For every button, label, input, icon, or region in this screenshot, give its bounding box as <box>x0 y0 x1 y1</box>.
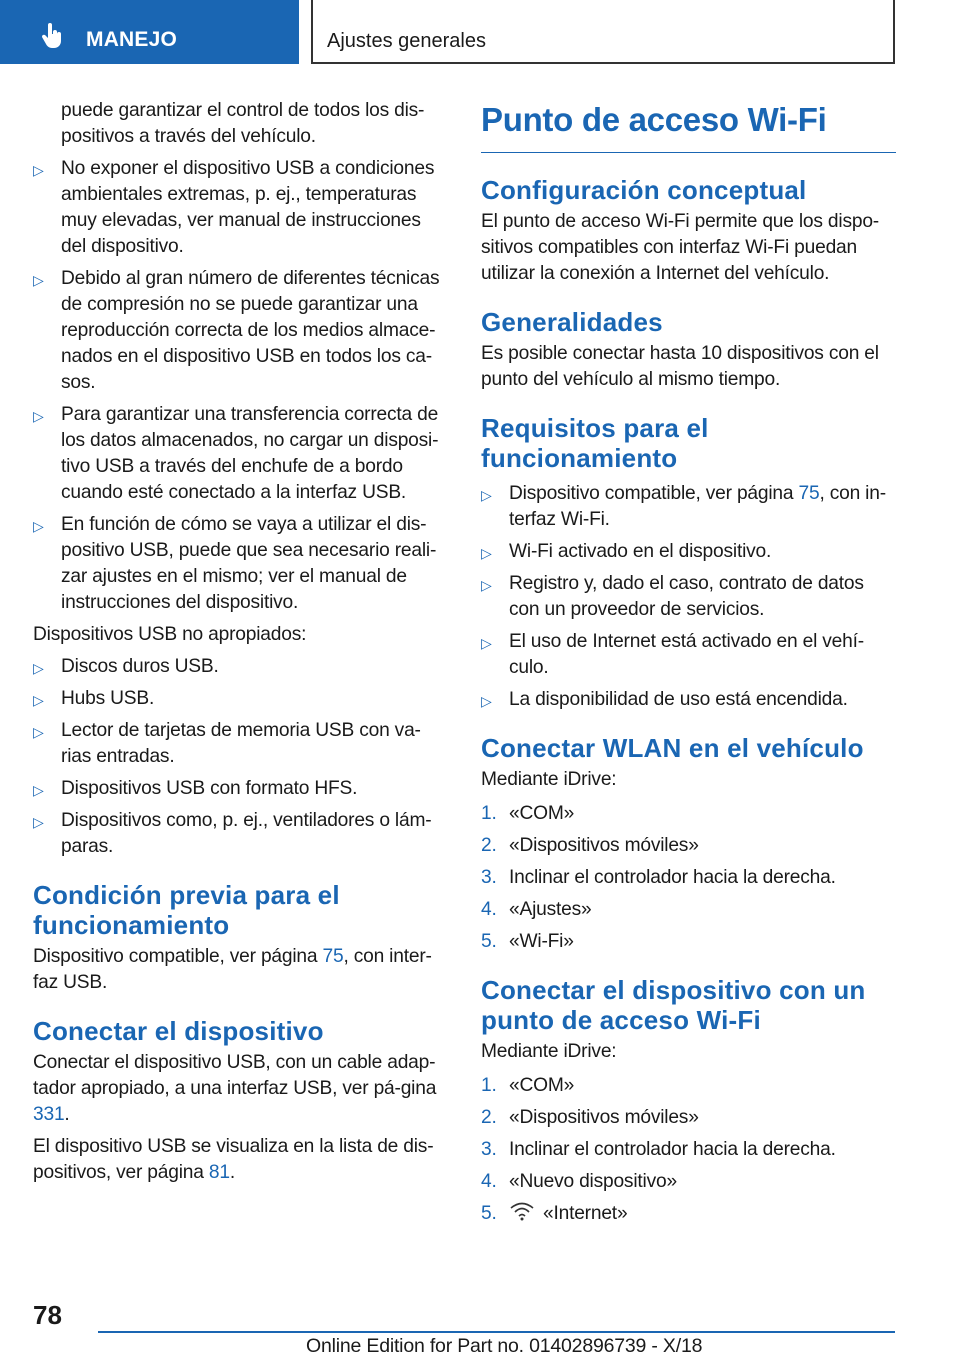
list-item <box>33 266 448 396</box>
section-tab-label: MANEJO <box>86 28 178 51</box>
header-title-box <box>311 0 895 64</box>
bullet-triangle-icon: ▷ <box>481 487 492 503</box>
condicion-text <box>33 944 448 996</box>
list-item-text: Para garantizar una transferencia correcta de los datos almacenados, no cargar un disposi-tivo USB a través del enchufe de a bordo cuando esté conectado a la interfaz USB. <box>61 404 439 503</box>
heading-condicion: Condición previa para el funcionamiento <box>33 880 340 940</box>
unsuitable-devices-list <box>33 654 448 860</box>
config-text: El punto de acceso Wi-Fi permite que los dispo-sitivos compatibles con interfaz Wi-Fi puedan utilizar la conexión a Internet del vehículo. <box>481 211 879 284</box>
bullet-triangle-icon: ▷ <box>33 782 44 798</box>
bullet-triangle-icon: ▷ <box>33 692 44 708</box>
list-item <box>481 929 896 955</box>
conectar-text-post: . <box>64 1104 70 1125</box>
heading-conectar: Conectar el dispositivo <box>33 1016 324 1046</box>
list-item <box>481 801 896 827</box>
step-text: «Wi-Fi» <box>509 931 574 952</box>
list-item <box>481 1105 896 1131</box>
list-item <box>33 654 448 680</box>
list-item-text: Discos duros USB. <box>61 656 219 677</box>
bullet-triangle-icon: ▷ <box>481 693 492 709</box>
list-item <box>481 1201 896 1227</box>
page-link-75[interactable]: 75 <box>798 483 820 504</box>
step-text: «Dispositivos móviles» <box>509 1107 699 1128</box>
bullet-triangle-icon: ▷ <box>481 545 492 561</box>
step-text: «Dispositivos móviles» <box>509 835 699 856</box>
usb-caution-list <box>33 156 448 616</box>
left-column <box>33 98 448 1192</box>
bullet-triangle-icon: ▷ <box>33 408 44 424</box>
step-number: 1. <box>481 1075 497 1096</box>
list-item <box>481 1073 896 1099</box>
bullet-triangle-icon: ▷ <box>33 724 44 740</box>
step-number: 2. <box>481 835 497 856</box>
step-text: Inclinar el controlador hacia la derecha. <box>509 867 836 888</box>
page-title: Ajustes generales <box>327 30 486 52</box>
step-text: «Nuevo dispositivo» <box>509 1171 677 1192</box>
list-item-text: Wi-Fi activado en el dispositivo. <box>509 541 772 562</box>
lista-text-post: . <box>229 1162 235 1183</box>
page-link-331[interactable]: 331 <box>33 1104 65 1125</box>
list-item <box>33 718 448 770</box>
step-text: Inclinar el controlador hacia la derecha. <box>509 1139 836 1160</box>
list-item-text: Dispositivos USB con formato HFS. <box>61 778 358 799</box>
list-item <box>481 1137 896 1163</box>
condicion-text-post: , con inter-faz USB. <box>33 946 432 993</box>
step-number: 4. <box>481 899 497 920</box>
wlan-intro: Mediante iDrive: <box>481 769 617 790</box>
bullet-triangle-icon: ▷ <box>33 814 44 830</box>
step-text: «Ajustes» <box>509 899 592 920</box>
list-item <box>33 402 448 506</box>
list-item <box>481 539 896 565</box>
list-item-text: La disponibilidad de uso está encendida. <box>509 689 848 710</box>
step-number: 5. <box>481 931 497 952</box>
list-item-text: Registro y, dado el caso, contrato de datos con un proveedor de servicios. <box>509 573 864 620</box>
list-item <box>33 686 448 712</box>
list-item <box>33 512 448 616</box>
conectar-text <box>33 1050 448 1128</box>
wifi-icon <box>509 1201 535 1221</box>
unsuitable-intro: Dispositivos USB no apropiados: <box>33 624 307 645</box>
req1-text-post: , con in-terfaz Wi-Fi. <box>509 483 886 530</box>
step-text: «COM» <box>509 803 575 824</box>
list-item <box>481 687 896 713</box>
step-number: 3. <box>481 1139 497 1160</box>
bullet-triangle-icon: ▷ <box>33 660 44 676</box>
list-item <box>481 833 896 859</box>
heading-device-hotspot: Conectar el dispositivo con un punto de acceso Wi-Fi <box>481 975 866 1035</box>
list-item-text: Lector de tarjetas de memoria USB con va-rias entradas. <box>61 720 421 767</box>
list-item-text: Dispositivos como, p. ej., ventiladores o lám-paras. <box>61 810 432 857</box>
condicion-text-pre: Dispositivo compatible, ver página <box>33 946 323 967</box>
list-item <box>481 897 896 923</box>
heading-config: Configuración conceptual <box>481 175 807 205</box>
step-number: 5. <box>481 1203 497 1224</box>
heading-general: Generalidades <box>481 307 663 337</box>
list-item <box>481 865 896 891</box>
bullet-triangle-icon: ▷ <box>33 518 44 534</box>
list-item <box>33 776 448 802</box>
right-column <box>481 100 896 1233</box>
step-text: «Internet» <box>543 1203 628 1224</box>
list-item-text: No exponer el dispositivo USB a condiciones ambientales extremas, p. ej., temperaturas muy elevadas, ver manual de instrucciones del dispositivo. <box>61 158 435 257</box>
list-item <box>481 1169 896 1195</box>
device-steps <box>481 1073 896 1195</box>
requirements-list <box>481 539 896 713</box>
list-item <box>481 571 896 623</box>
step-number: 4. <box>481 1171 497 1192</box>
list-item-text: El uso de Internet está activado en el vehí-culo. <box>509 631 864 678</box>
heading-wifi-hotspot: Punto de acceso Wi-Fi <box>481 100 896 153</box>
step-number: 2. <box>481 1107 497 1128</box>
footer-divider <box>98 1331 895 1333</box>
general-text: Es posible conectar hasta 10 dispositivos con el punto del vehículo al mismo tiempo. <box>481 343 879 390</box>
list-item <box>481 481 896 533</box>
bullet-triangle-icon: ▷ <box>481 577 492 593</box>
list-item-text: En función de cómo se vaya a utilizar el dis-positivo USB, puede que sea necesario reali-zar ajustes en el mismo; ver el manual de instrucciones del dispositivo. <box>61 514 437 613</box>
bullet-triangle-icon: ▷ <box>481 635 492 651</box>
heading-wlan: Conectar WLAN en el vehículo <box>481 733 864 763</box>
list-item <box>481 629 896 681</box>
list-item <box>33 156 448 260</box>
bullet-triangle-icon: ▷ <box>33 272 44 288</box>
list-item-text: Hubs USB. <box>61 688 155 709</box>
req1-text-pre: Dispositivo compatible, ver página <box>509 483 799 504</box>
page-number: 78 <box>33 1300 62 1330</box>
page-link-75[interactable]: 75 <box>322 946 344 967</box>
page-link-81[interactable]: 81 <box>208 1162 230 1183</box>
lista-text-pre: El dispositivo USB se visualiza en la lista de dis-positivos, ver página <box>33 1136 434 1183</box>
bullet-triangle-icon: ▷ <box>33 162 44 178</box>
step-number: 1. <box>481 803 497 824</box>
step-number: 3. <box>481 867 497 888</box>
hand-pointer-icon <box>38 22 66 50</box>
footer-edition: Online Edition for Part no. 01402896739 - X/18 <box>306 1335 703 1357</box>
list-item <box>33 808 448 860</box>
step-text: «COM» <box>509 1075 575 1096</box>
wlan-steps <box>481 801 896 955</box>
list-item-text: Debido al gran número de diferentes técnicas de compresión no se puede garantizar una reproducción correcta de los medios almace-nados en el dispositivo USB en todos los ca-sos. <box>61 268 440 393</box>
heading-requisitos: Requisitos para el funcionamiento <box>481 413 709 473</box>
device-intro: Mediante iDrive: <box>481 1041 617 1062</box>
continued-paragraph: puede garantizar el control de todos los dis-positivos a través del vehículo. <box>61 100 425 147</box>
conectar-text-pre: Conectar el dispositivo USB, con un cable adap-tador apropiado, a una interfaz USB, ver pá-gina <box>33 1052 437 1099</box>
lista-text <box>33 1134 448 1186</box>
section-tab[interactable] <box>0 0 299 64</box>
